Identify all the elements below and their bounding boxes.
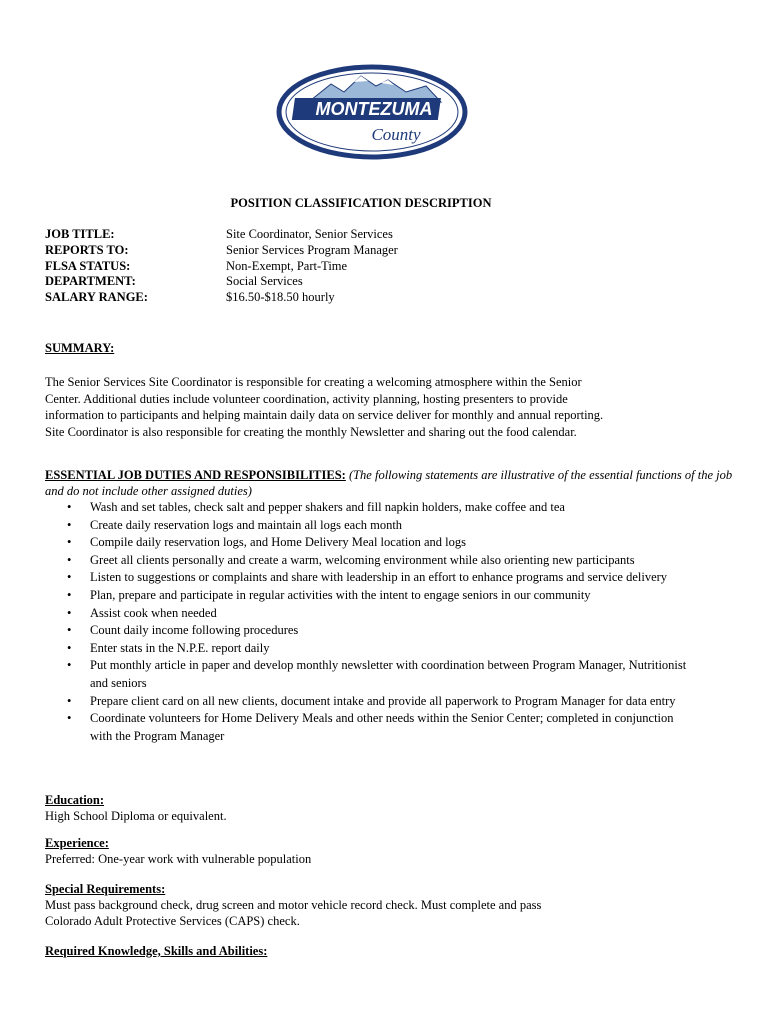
list-item [45,569,695,587]
list-item [45,534,695,552]
meta-label: JOB TITLE: [45,227,115,241]
experience-text: Preferred: One-year work with vulnerable population [45,852,312,866]
meta-label: FLSA STATUS: [45,258,131,273]
bullet-icon: • [67,623,72,638]
special-requirements-label: Special Requirements: [45,882,166,896]
bullet-icon: • [67,658,72,673]
duties-list [45,499,695,745]
bullet-icon: • [67,552,72,567]
list-item [45,710,695,745]
bullet-icon: • [67,711,72,726]
meta-value: Non-Exempt, Part-Time [226,258,348,273]
list-item [45,517,695,535]
education-label: Education: [45,793,105,807]
list-item [45,499,695,517]
ksa-section [45,943,725,959]
special-requirements-text: Must pass background check, drug screen and motor vehicle record check. Must complete and pass Colorado Adult Protective Services (CAPS) check. [45,898,542,928]
bullet-icon: • [67,517,72,532]
meta-row-department [45,274,398,290]
meta-label: REPORTS TO: [45,242,129,257]
duty-text: Put monthly article in paper and develop monthly newsletter with coordination between Program Manager, Nutritionist and seniors [90,658,687,690]
duties-heading: ESSENTIAL JOB DUTIES AND RESPONSIBILITIES: [45,468,346,482]
special-requirements-section [45,881,590,929]
bullet-icon: • [67,693,72,708]
ksa-label: Required Knowledge, Skills and Abilities: [45,944,268,958]
summary-text: The Senior Services Site Coordinator is responsible for creating a welcoming atmosphere within the Senior Center. Additional duties include volunteer coordination, activity planning, hosting presenters to provide information to participants and helping maintain daily data on service deliver for monthly and annual reporting. Site Coordinator is also responsible for creating the monthly Newsletter and sharing out the food calendar. [45,375,604,439]
list-item [45,605,695,623]
education-text: High School Diploma or equivalent. [45,809,227,823]
meta-label: DEPARTMENT: [45,274,136,289]
bullet-icon: • [67,500,72,514]
meta-row-flsa-status [45,259,398,275]
meta-value: Site Coordinator, Senior Services [226,227,393,241]
bullet-icon: • [67,570,72,585]
logo-subword: County [371,125,421,144]
duty-text: Plan, prepare and participate in regular activities with the intent to engage seniors in our community [90,587,591,602]
bullet-icon: • [67,535,72,550]
meta-row-job-title [45,227,398,243]
montezuma-county-logo [276,62,468,162]
meta-value: Senior Services Program Manager [226,242,398,257]
duty-text: Coordinate volunteers for Home Delivery Meals and other needs within the Senior Center; completed in conjunction with the Program Manager [90,711,674,743]
meta-value: $16.50-$18.50 hourly [226,290,335,305]
duties-heading-block [45,468,735,499]
list-item [45,693,695,711]
education-section [45,792,725,824]
meta-label: SALARY RANGE: [45,290,148,305]
position-meta [45,227,398,306]
list-item [45,622,695,640]
experience-section [45,835,725,867]
meta-row-reports-to [45,243,398,259]
summary-heading: SUMMARY: [45,341,115,355]
bullet-icon: • [67,605,72,620]
duty-text: Assist cook when needed [90,605,217,620]
list-item [45,657,695,692]
duty-text: Compile daily reservation logs, and Home Delivery Meal location and logs [90,535,466,550]
meta-value: Social Services [226,274,303,289]
duty-text: Prepare client card on all new clients, document intake and provide all paperwork to Program Manager for data entry [90,693,676,708]
list-item [45,640,695,658]
list-item [45,552,695,570]
duties-note: (The following statements are illustrative of the essential functions of the job and do not include other assigned duties) [45,468,733,498]
duty-text: Listen to suggestions or complaints and share with leadership in an effort to enhance programs and service delivery [90,570,668,585]
experience-label: Experience: [45,836,109,850]
duty-text: Create daily reservation logs and maintain all logs each month [90,517,403,532]
bullet-icon: • [67,640,72,655]
logo-wordmark: MONTEZUMA [315,99,433,119]
meta-row-salary-range [45,290,398,306]
document-title: POSITION CLASSIFICATION DESCRIPTION [230,196,492,210]
duty-text: Wash and set tables, check salt and pepper shakers and fill napkin holders, make coffee and tea [90,500,565,514]
duty-text: Greet all clients personally and create a warm, welcoming environment while also orienting new participants [90,552,635,567]
duty-text: Enter stats in the N.P.E. report daily [90,640,270,655]
duty-text: Count daily income following procedures [90,623,299,638]
bullet-icon: • [67,587,72,602]
list-item [45,587,695,605]
